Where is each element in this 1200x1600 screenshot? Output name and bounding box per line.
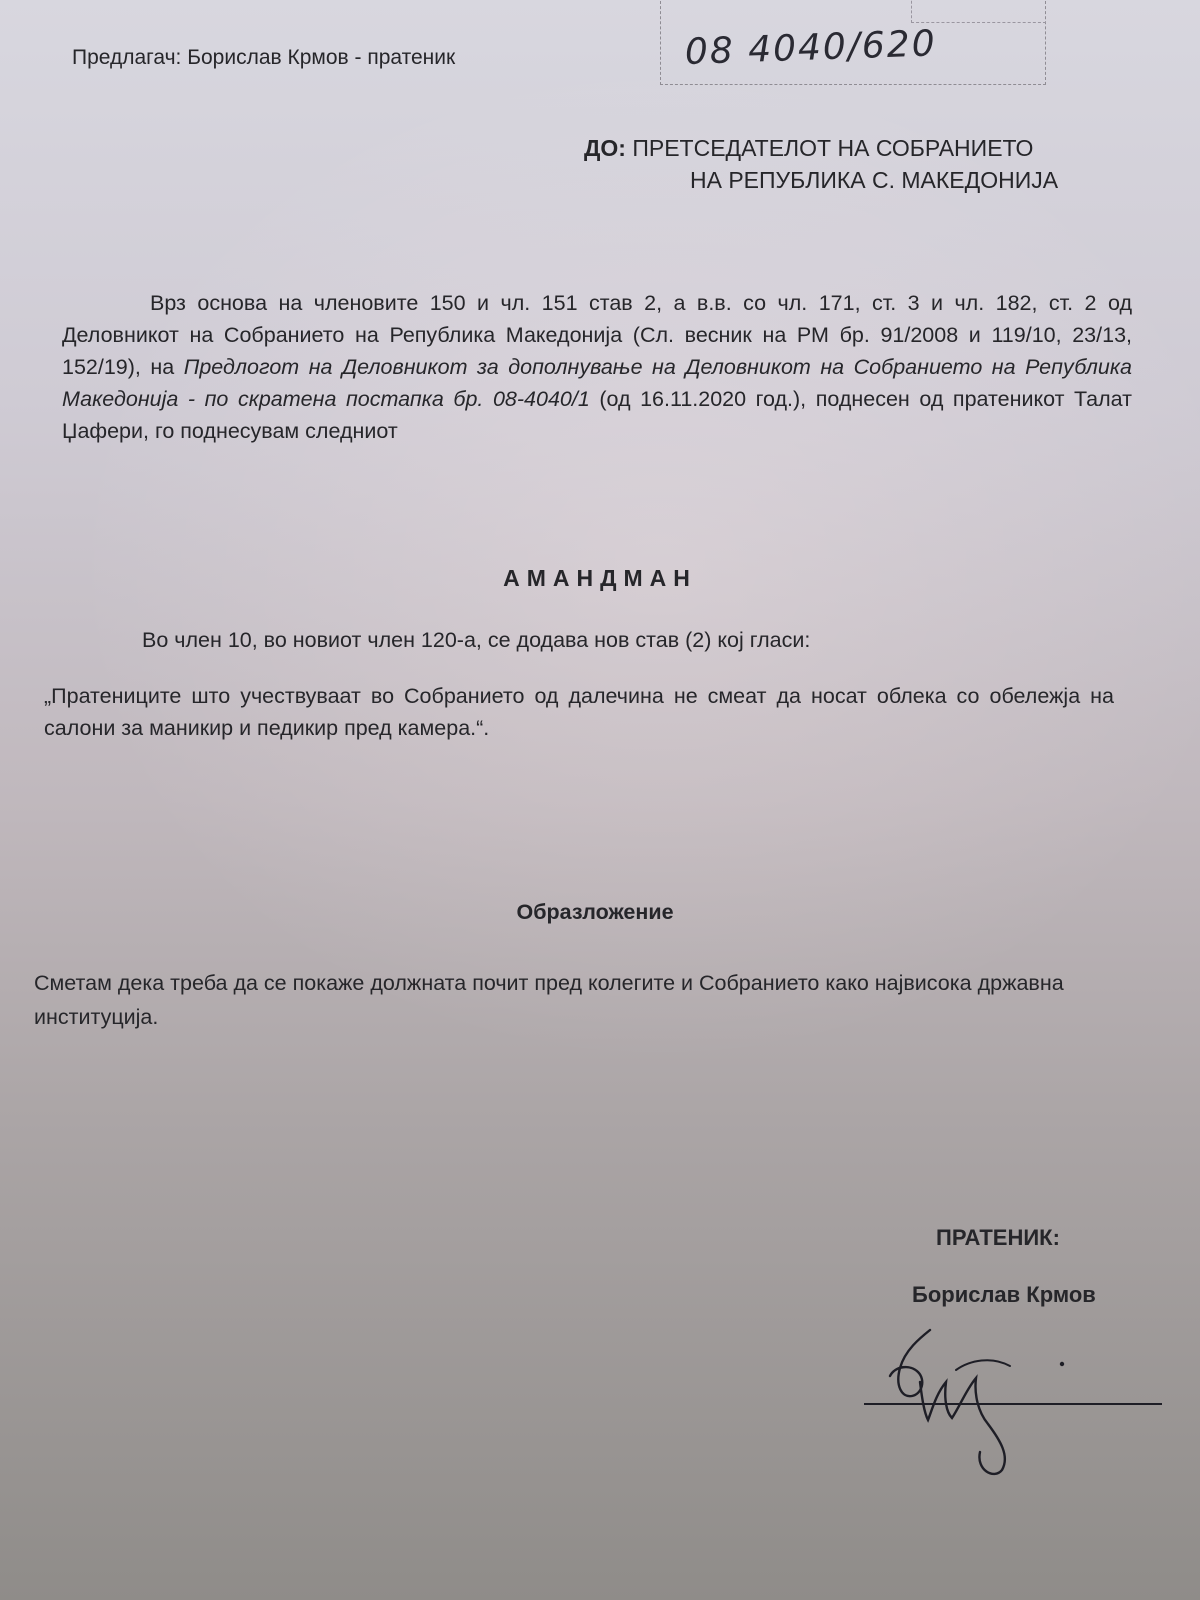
intro-part-2: (од 16.11.2020 год.), поднесен од пратеникот Талат Џафери, го поднесувам следниот xyxy=(62,387,1132,443)
amendment-intro: Во член 10, во новиот член 120-а, се додава нов став (2) кој гласи: xyxy=(142,628,811,652)
stamp-top-cell xyxy=(911,0,1046,23)
handwritten-signature xyxy=(860,1320,1170,1480)
intro-paragraph xyxy=(62,287,1132,447)
amendment-text: „Пратениците што учествуваат во Собранието од далечина не смеат да носат облека со обележја на салони за маникир и педикир пред камера.“. xyxy=(44,684,1114,740)
intro-part-1: Врз основа на членовите 150 и чл. 151 став 2, а в.в. со чл. 171, ст. 3 и чл. 182, ст. 2 од Деловникот на Собранието на Република Македонија (Сл. весник на РМ бр. 91/2008 и 119/10, 23/13, 152/19), на xyxy=(62,291,1132,379)
registry-stamp xyxy=(660,0,1046,85)
reasoning-heading: Образложение xyxy=(516,900,674,924)
signature-title: ПРАТЕНИК: xyxy=(936,1225,1060,1250)
addressee-line-1-text: ПРЕТСЕДАТЕЛОТ НА СОБРАНИЕТО xyxy=(632,135,1034,161)
signature-name: Борислав Крмов xyxy=(912,1282,1096,1307)
addressee-block xyxy=(584,132,1058,196)
registry-number: 08 4040/620 xyxy=(684,23,938,73)
addressee-line-2: НА РЕПУБЛИКА С. МАКЕДОНИЈА xyxy=(690,167,1059,193)
addressee-line-1 xyxy=(584,132,1058,164)
amendment-heading: АМАНДМАН xyxy=(503,565,697,591)
reasoning-text: Сметам дека треба да се покаже должната почит пред колегите и Собранието како највисока државна институција. xyxy=(34,971,1064,1029)
proposer-line: Предлагач: Борислав Крмов - пратеник xyxy=(72,46,456,69)
proposal-reference: Предлогот на Деловникот за дополнување на Деловникот на Собранието на Република Македонија - по скратена постапка бр. 08-4040/1 xyxy=(62,355,1133,411)
addressee-prefix: ДО: xyxy=(584,135,626,161)
